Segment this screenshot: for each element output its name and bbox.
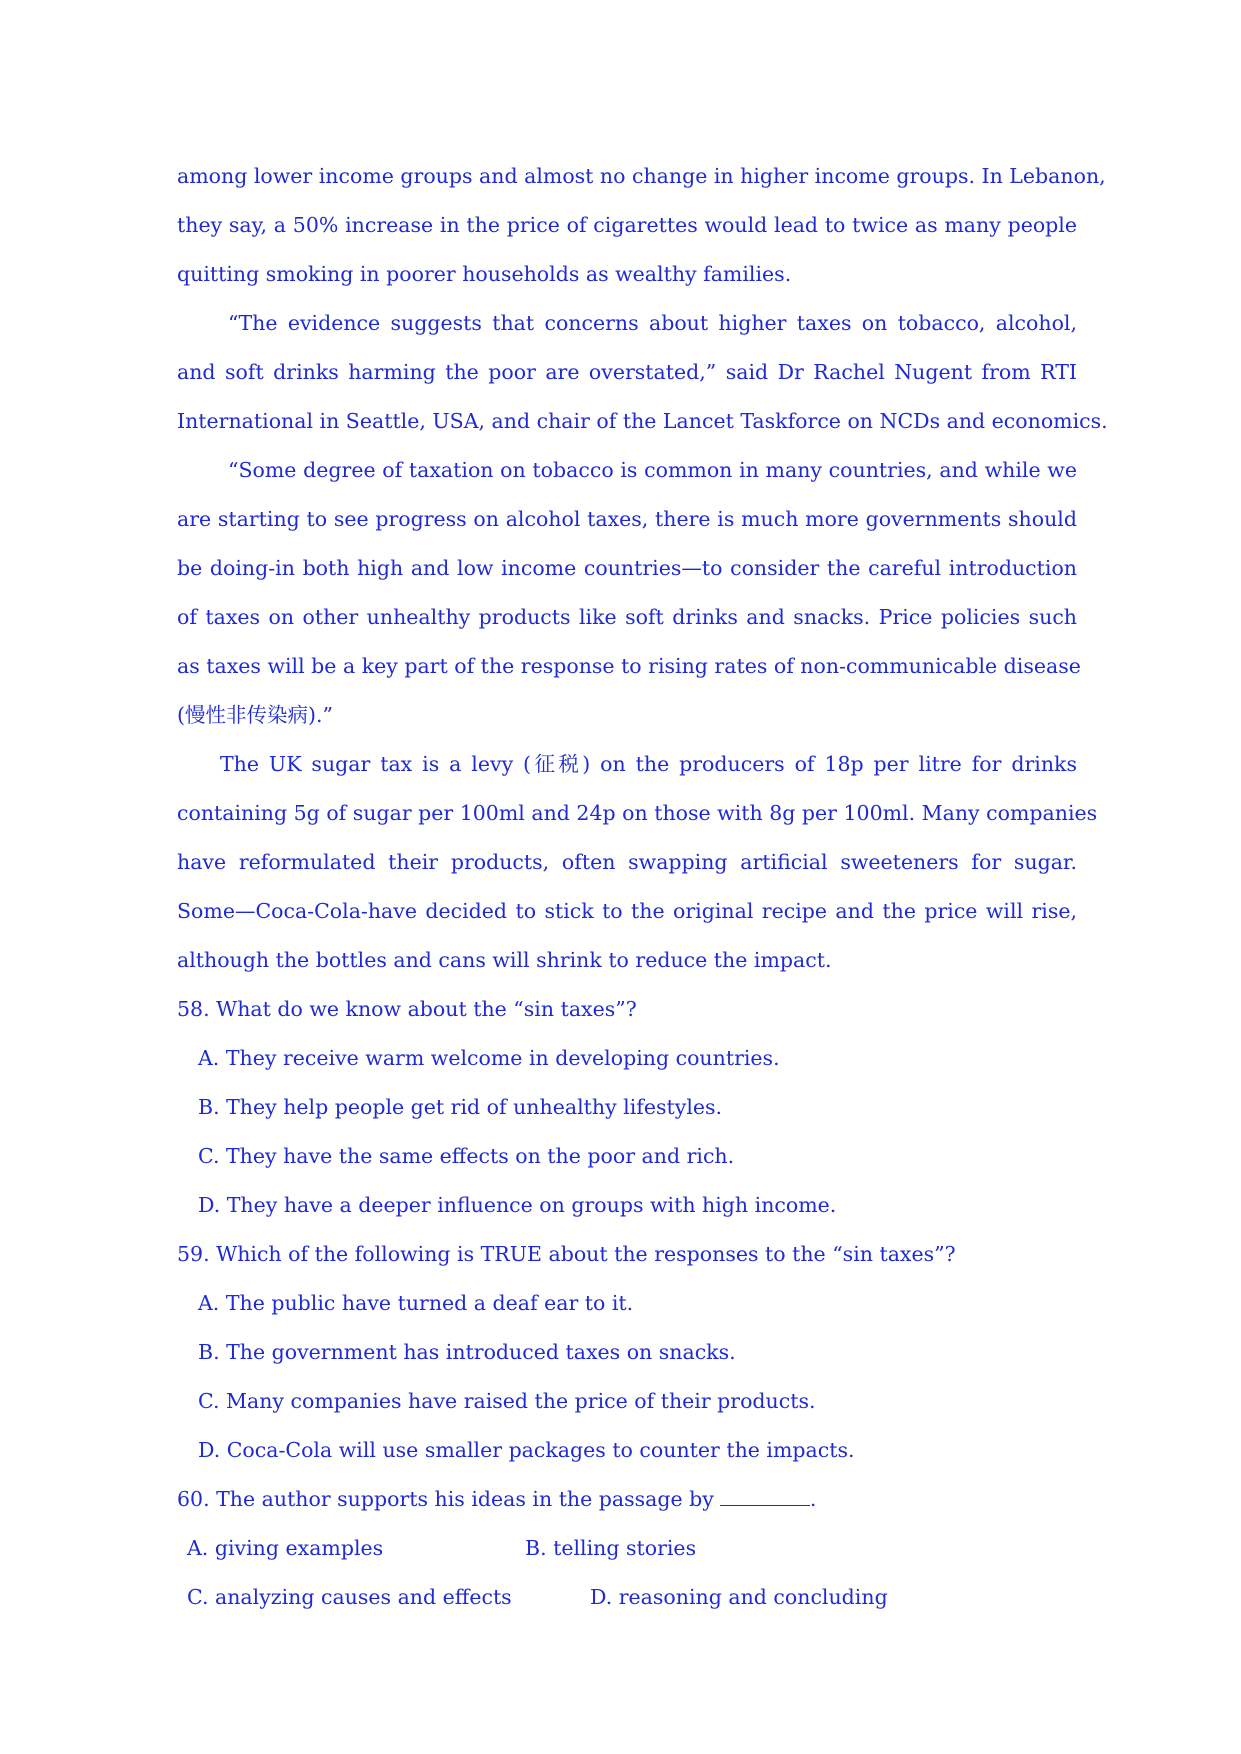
passage-line: (慢性非传染病).”	[177, 703, 333, 727]
q59-option-b[interactable]: B. The government has introduced taxes on snacks.	[198, 1340, 736, 1364]
question-60-stem-text: 60. The author supports his ideas in the passage by	[177, 1487, 714, 1511]
q60-option-a[interactable]: A. giving examples	[187, 1536, 384, 1560]
q59-option-c[interactable]: C. Many companies have raised the price of their products.	[198, 1389, 816, 1413]
q58-option-c[interactable]: C. They have the same effects on the poor and rich.	[198, 1144, 735, 1168]
passage-line: of taxes on other unhealthy products like soft drinks and snacks. Price policies such	[177, 605, 1077, 629]
passage-line: The UK sugar tax is a levy (征税) on the producers of 18p per litre for drinks	[220, 752, 1077, 776]
question-60-stem-end: .	[809, 1487, 817, 1511]
passage-line: quitting smoking in poorer households as wealthy families.	[177, 262, 792, 286]
passage-line: “The evidence suggests that concerns about higher taxes on tobacco, alcohol,	[228, 311, 1077, 335]
passage-line: they say, a 50% increase in the price of cigarettes would lead to twice as many people	[177, 213, 1077, 237]
q58-option-b[interactable]: B. They help people get rid of unhealthy lifestyles.	[198, 1095, 723, 1119]
q58-option-d[interactable]: D. They have a deeper influence on groups with high income.	[198, 1193, 837, 1217]
q59-option-a[interactable]: A. The public have turned a deaf ear to it.	[198, 1291, 634, 1315]
passage-line: be doing-in both high and low income countries—to consider the careful introduction	[177, 556, 1077, 580]
passage-line: have reformulated their products, often swapping artificial sweeteners for sugar.	[177, 850, 1077, 874]
passage-line: International in Seattle, USA, and chair of the Lancet Taskforce on NCDs and economics.	[177, 409, 1108, 433]
passage-line: as taxes will be a key part of the response to rising rates of non-communicable disease	[177, 654, 1081, 678]
question-58-stem: 58. What do we know about the “sin taxes”?	[177, 997, 637, 1021]
answer-blank	[720, 1485, 810, 1506]
q58-option-a[interactable]: A. They receive warm welcome in developing countries.	[198, 1046, 780, 1070]
passage-line: Some—Coca-Cola-have decided to stick to the original recipe and the price will rise,	[177, 899, 1077, 923]
passage-line: among lower income groups and almost no change in higher income groups. In Lebanon,	[177, 164, 1106, 188]
question-60-stem	[177, 1484, 816, 1514]
q60-option-b[interactable]: B. telling stories	[525, 1536, 697, 1560]
passage-line: “Some degree of taxation on tobacco is common in many countries, and while we	[228, 458, 1077, 482]
passage-line: containing 5g of sugar per 100ml and 24p on those with 8g per 100ml. Many companies	[177, 801, 1098, 825]
q60-option-d[interactable]: D. reasoning and concluding	[590, 1585, 888, 1609]
passage-line: are starting to see progress on alcohol taxes, there is much more governments should	[177, 507, 1077, 531]
passage-line: although the bottles and cans will shrink to reduce the impact.	[177, 948, 832, 972]
passage-line: and soft drinks harming the poor are overstated,” said Dr Rachel Nugent from RTI	[177, 360, 1077, 384]
q60-option-c[interactable]: C. analyzing causes and effects	[187, 1585, 512, 1609]
q59-option-d[interactable]: D. Coca-Cola will use smaller packages to counter the impacts.	[198, 1438, 855, 1462]
question-59-stem: 59. Which of the following is TRUE about the responses to the “sin taxes”?	[177, 1242, 956, 1266]
